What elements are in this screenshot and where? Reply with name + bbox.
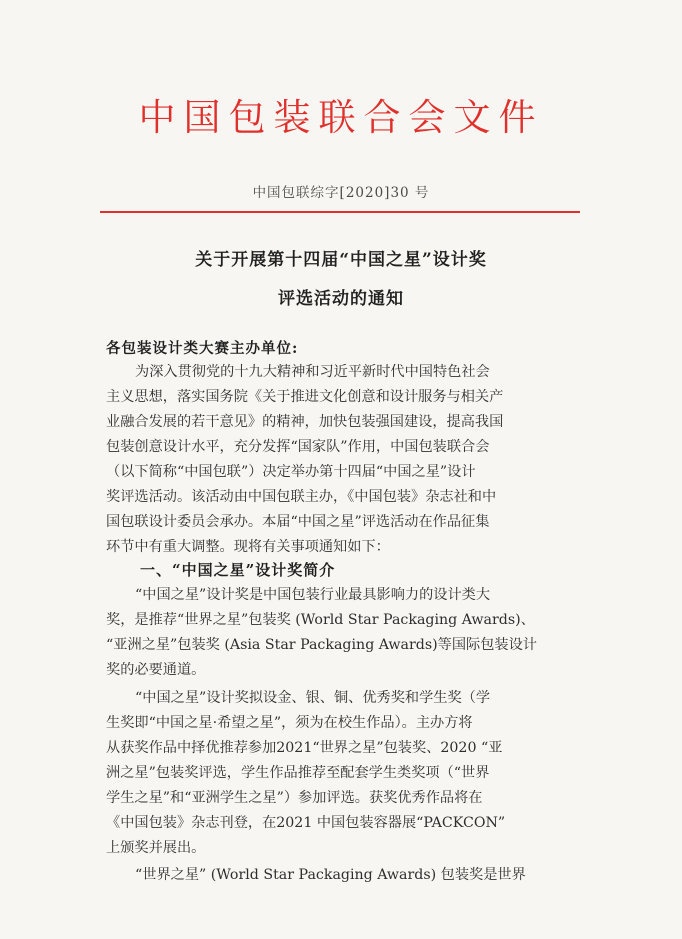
body-line: 从获奖作品中择优推荐参加2021“世界之星”包装奖、2020 “亚 (106, 740, 503, 756)
header-divider (100, 211, 580, 213)
body-line: 包装创意设计水平，充分发挥“国家队”作用，中国包装联合会 (106, 439, 490, 455)
body-line: 主义思想，落实国务院《关于推进文化创意和设计服务与相关产 (106, 389, 504, 405)
notice-title-line-2: 评选活动的通知 (278, 289, 404, 309)
body-line: 业融合发展的若干意见》的精神，加快包装强国建设，提高我国 (106, 414, 504, 430)
body-line: 学生之星”和“亚洲学生之星”）参加评选。获奖优秀作品将在 (106, 790, 483, 806)
salutation: 各包装设计类大赛主办单位: (106, 340, 299, 357)
body-line: 奖的必要通道。 (106, 662, 206, 678)
document-header-title: 中国包装联合会文件 (138, 96, 544, 139)
document-number: 中国包联综字[2020]30 号 (252, 185, 430, 201)
body-line: “中国之星”设计奖拟设金、银、铜、优秀奖和学生奖（学 (135, 690, 491, 706)
body-line: 《中国包装》杂志刊登，在2021 中国包装容器展“PACKCON” (106, 815, 506, 831)
body-line: （以下简称“中国包联”）决定举办第十四届“中国之星”设计 (106, 464, 476, 480)
body-line: 环节中有重大调整。现将有关事项通知如下： (106, 539, 390, 555)
body-line: 上颁奖并展出。 (106, 840, 206, 856)
body-line: “中国之星”设计奖是中国包装行业最具影响力的设计类大 (135, 587, 491, 603)
body-line: 奖评选活动。该活动由中国包联主办，《中国包装》杂志社和中 (106, 489, 497, 505)
body-line: 为深入贯彻党的十九大精神和习近平新时代中国特色社会 (135, 364, 490, 380)
notice-title-line-1: 关于开展第十四届“中国之星”设计奖 (195, 250, 487, 270)
body-line: 国包联设计委员会承办。本届“中国之星”评选活动在作品征集 (106, 514, 490, 530)
section-heading-1: 一、“中国之星”设计奖简介 (140, 561, 336, 579)
body-line: “世界之星” (World Star Packaging Awards) 包装奖是世界 (135, 867, 526, 883)
body-line: 生奖即“中国之星·希望之星”，须为在校生作品）。主办方将 (106, 715, 473, 731)
body-line: “亚洲之星”包装奖 (Asia Star Packaging Awards)等国际包装设计 (106, 637, 537, 653)
body-line: 洲之星”包装奖评选，学生作品推荐至配套学生类奖项（“世界 (106, 765, 490, 781)
body-line: 奖，是推荐“世界之星”包装奖 (World Star Packaging Awards)、 (106, 612, 535, 628)
